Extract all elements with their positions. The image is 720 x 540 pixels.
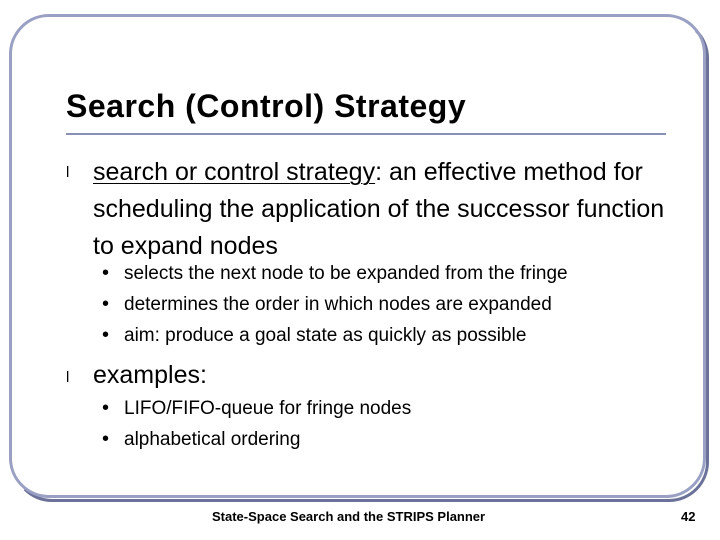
sub-bullet-marker: • [102, 324, 110, 346]
subpoint-2-1 [102, 397, 411, 420]
subpoint-text: aim: produce a goal state as quickly as possible [124, 325, 527, 346]
subpoint-1-2 [102, 293, 552, 316]
subpoint-2-2 [102, 428, 300, 451]
subpoint-text: selects the next node to be expanded from the fringe [124, 263, 568, 284]
subpoint-text: determines the order in which nodes are expanded [124, 294, 552, 315]
subpoint-text: LIFO/FIFO-queue for fringe nodes [124, 398, 412, 419]
sub-bullet-marker: • [102, 262, 110, 284]
bullet-1-term: search or control strategy [93, 158, 376, 186]
subpoint-1-1 [102, 262, 568, 285]
bullet-1-rest: : an effective method for scheduling the application of the successor function to expand nodes [93, 158, 665, 260]
bullet-2-text: examples: [93, 361, 207, 389]
sub-bullet-marker: • [102, 397, 110, 419]
bullet-marker-1: l [66, 164, 70, 181]
sub-bullet-marker: • [102, 428, 110, 450]
title-rule [66, 133, 666, 135]
slide-footer: State-Space Search and the STRIPS Planner [212, 509, 486, 524]
page-number: 42 [681, 509, 696, 524]
sub-bullet-marker: • [102, 293, 110, 315]
slide-title: Search (Control) Strategy [66, 88, 467, 124]
bullet-1-text [93, 154, 673, 265]
bullet-marker-2: l [66, 369, 70, 386]
subpoint-1-3 [102, 324, 526, 347]
subpoint-text: alphabetical ordering [124, 429, 301, 450]
